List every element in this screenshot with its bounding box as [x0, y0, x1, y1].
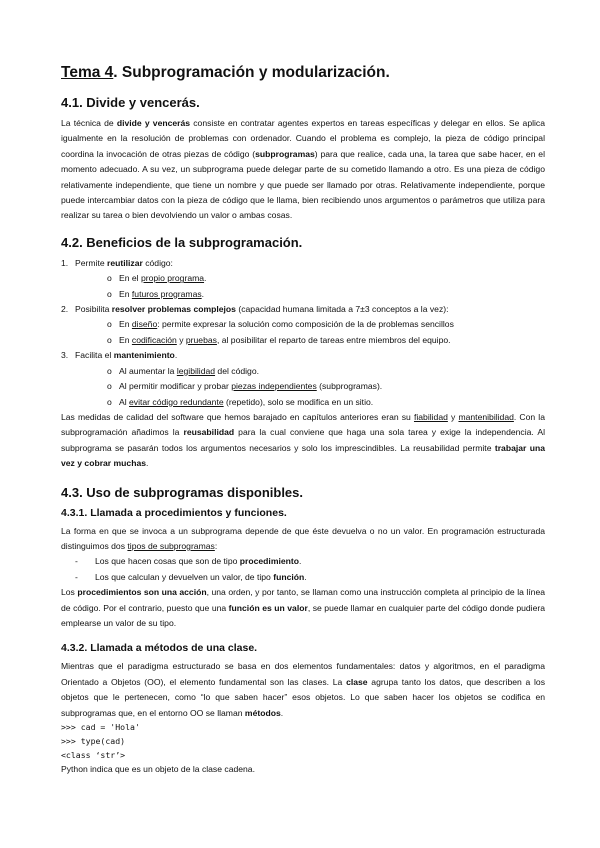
section-4-3-1-paragraph-2: Los procedimientos son una acción, una orden, y por tanto, se llaman como una instrucción completa al principio de la línea de código. Por el contrario, puesto que una función es un valor, se puede llamar en cualquier parte del código donde pudiera emplearse un valor de su tipo.: [61, 587, 546, 628]
list-item: o Al permitir modificar y probar piezas independientes (subprogramas).: [107, 381, 383, 392]
section-4-3-1-heading: 4.3.1. Llamada a procedimientos y funciones.: [61, 506, 287, 519]
document-page: [61, 62, 545, 778]
section-4-1-paragraph: La técnica de divide y vencerás consiste en contratar agentes expertos en tareas específicas y delegar en ellos. Se aplica igualmente en la resolución de problemas con ordenador. Cuando el problema es complejo, la pieza de código principal coordina la invocación de otras piezas de código (subprogramas) para que realice, cada una, la tarea que sabe hacer, en el momento adecuado. A su vez, un subprograma puede delegar parte de su cometido llamando a otro. Es una pieza de código relativamente independiente, que tiene un nombre y que puede ser llamado por otras. Relativamente independiente, porque puede intercambiar datos con la pieza de código que le llama, bien recibiendo unos argumentos o parámetros que utiliza para realizar su tarea o bien devolviendo un valor o ambas cosas.: [61, 118, 545, 221]
list-item: 1. Permite reutilizar código:: [61, 257, 173, 268]
title-topic: Tema 4: [61, 64, 114, 81]
list-item: 2. Posibilita resolver problemas complejos (capacidad humana limitada a 7±3 conceptos a la vez):: [61, 304, 449, 315]
code-line: >>> cad = 'Hola': [61, 722, 140, 732]
section-4-3-2-paragraph: Mientras que el paradigma estructurado se basa en dos elementos fundamentales: datos y algoritmos, en el paradigma Orientado a Objetos (OO), el elemento fundamental son las clases. La clase agrupa tanto los datos, que describen a los objetos que le pertenecen, como “lo que saben hacer” esos objetos. Lo que saben hacer los objetos se codifica en subprogramas que, en el entorno OO se llaman métodos.: [61, 661, 545, 718]
section-4-3-2-heading: 4.3.2. Llamada a métodos de una clase.: [61, 642, 258, 655]
list-item: - Los que calculan y devuelven un valor, de tipo función.: [75, 571, 307, 582]
section-4-3-1-paragraph: La forma en que se invoca a un subprograma depende de que éste devuelva o no un valor. En programación estructurada distinguimos dos tipos de subprogramas:: [61, 525, 545, 551]
list-item: o Al aumentar la legibilidad del código.: [107, 365, 260, 376]
list-item: 3. Facilita el mantenimiento.: [61, 350, 178, 361]
section-4-3-2-note: Python indica que es un objeto de la clase cadena.: [61, 764, 255, 775]
section-4-3-heading: 4.3. Uso de subprogramas disponibles.: [61, 484, 304, 500]
section-4-1-heading: 4.1. Divide y vencerás.: [61, 95, 200, 110]
list-item: o En codificación y pruebas, al posibilitar el reparto de tareas entre miembros del equipo.: [107, 334, 451, 345]
list-item: - Los que hacen cosas que son de tipo procedimiento.: [75, 556, 302, 567]
list-item: o En diseño: permite expresar la solución como composición de la de problemas sencillos: [107, 319, 454, 330]
section-4-2-paragraph: Las medidas de calidad del software que hemos barajado en capítulos anteriores eran su fiabilidad y mantenibilidad. Con la subprogramación añadimos la reusabilidad para la cual conviene que haga una sola tarea y exige la independencia. Al subprograma se pasarán todos los argumentos necesarios y solo los imprescindibles. La reusabilidad permite trabajar una vez y cobrar muchas.: [61, 411, 545, 469]
code-line: <class ‘str’>: [61, 749, 126, 760]
list-item: o En futuros programas.: [107, 288, 205, 299]
page-title: Tema 4. Subprogramación y modularización.: [61, 64, 390, 81]
list-item: o En el propio programa.: [107, 273, 207, 284]
section-4-2-heading: 4.2. Beneficios de la subprogramación.: [61, 234, 303, 250]
code-line: >>> type(cad): [61, 735, 126, 746]
list-item: o Al evitar código redundante (repetido), solo se modifica en un sitio.: [107, 396, 374, 407]
